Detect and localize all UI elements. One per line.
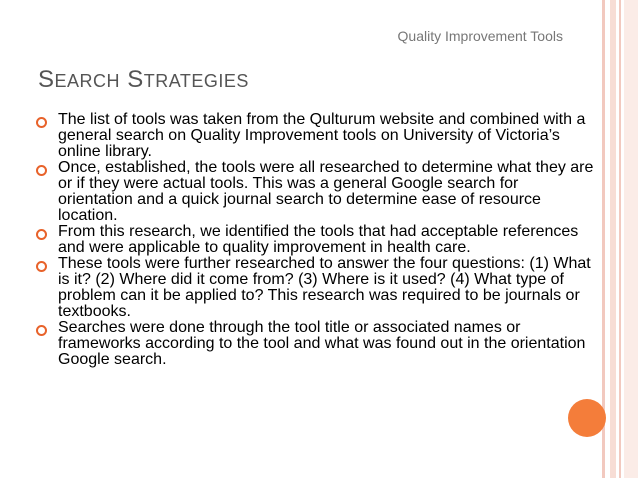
decorative-stripe <box>624 0 638 478</box>
decorative-stripe <box>619 0 621 478</box>
bullet-circle-icon <box>36 229 47 240</box>
list-item <box>36 112 596 160</box>
list-item <box>36 320 596 368</box>
bullet-circle-icon <box>36 165 47 176</box>
decorative-stripe <box>610 0 616 478</box>
title-initial: S <box>127 66 144 93</box>
bullet-text: Searches were done through the tool title or associated names or frameworks according to the tool and what was found out in the orientation Google search. <box>58 319 586 368</box>
bullet-text: These tools were further researched to answer the four questions: (1) What is it? (2) Where did it come from? (3) Where is it used? (4) What type of problem can it be applied to? This research was required to be journals or textbooks. <box>58 255 591 320</box>
list-item <box>36 256 596 320</box>
bullet-text: The list of tools was taken from the Qulturum website and combined with a general search on Quality Improvement tools on University of Victoria’s online library. <box>58 111 586 160</box>
title-initial: S <box>38 66 55 93</box>
bullet-text: From this research, we identified the tools that had acceptable references and were applicable to quality improvement in health care. <box>58 223 579 256</box>
list-item <box>36 160 596 224</box>
slide-header: Quality Improvement Tools <box>397 28 563 44</box>
title-word: TRATEGIES <box>143 71 249 91</box>
title-word: EARCH <box>54 71 121 91</box>
bullet-circle-icon <box>36 325 47 336</box>
decorative-circle <box>568 399 606 437</box>
bullet-list <box>36 112 596 368</box>
bullet-text: Once, established, the tools were all researched to determine what they are or if they were actual tools. This was a general Google search for orientation and a quick journal search to determine ease of resource location. <box>58 159 594 224</box>
slide-title <box>38 66 249 94</box>
bullet-circle-icon <box>36 117 47 128</box>
list-item <box>36 224 596 256</box>
bullet-circle-icon <box>36 261 47 272</box>
